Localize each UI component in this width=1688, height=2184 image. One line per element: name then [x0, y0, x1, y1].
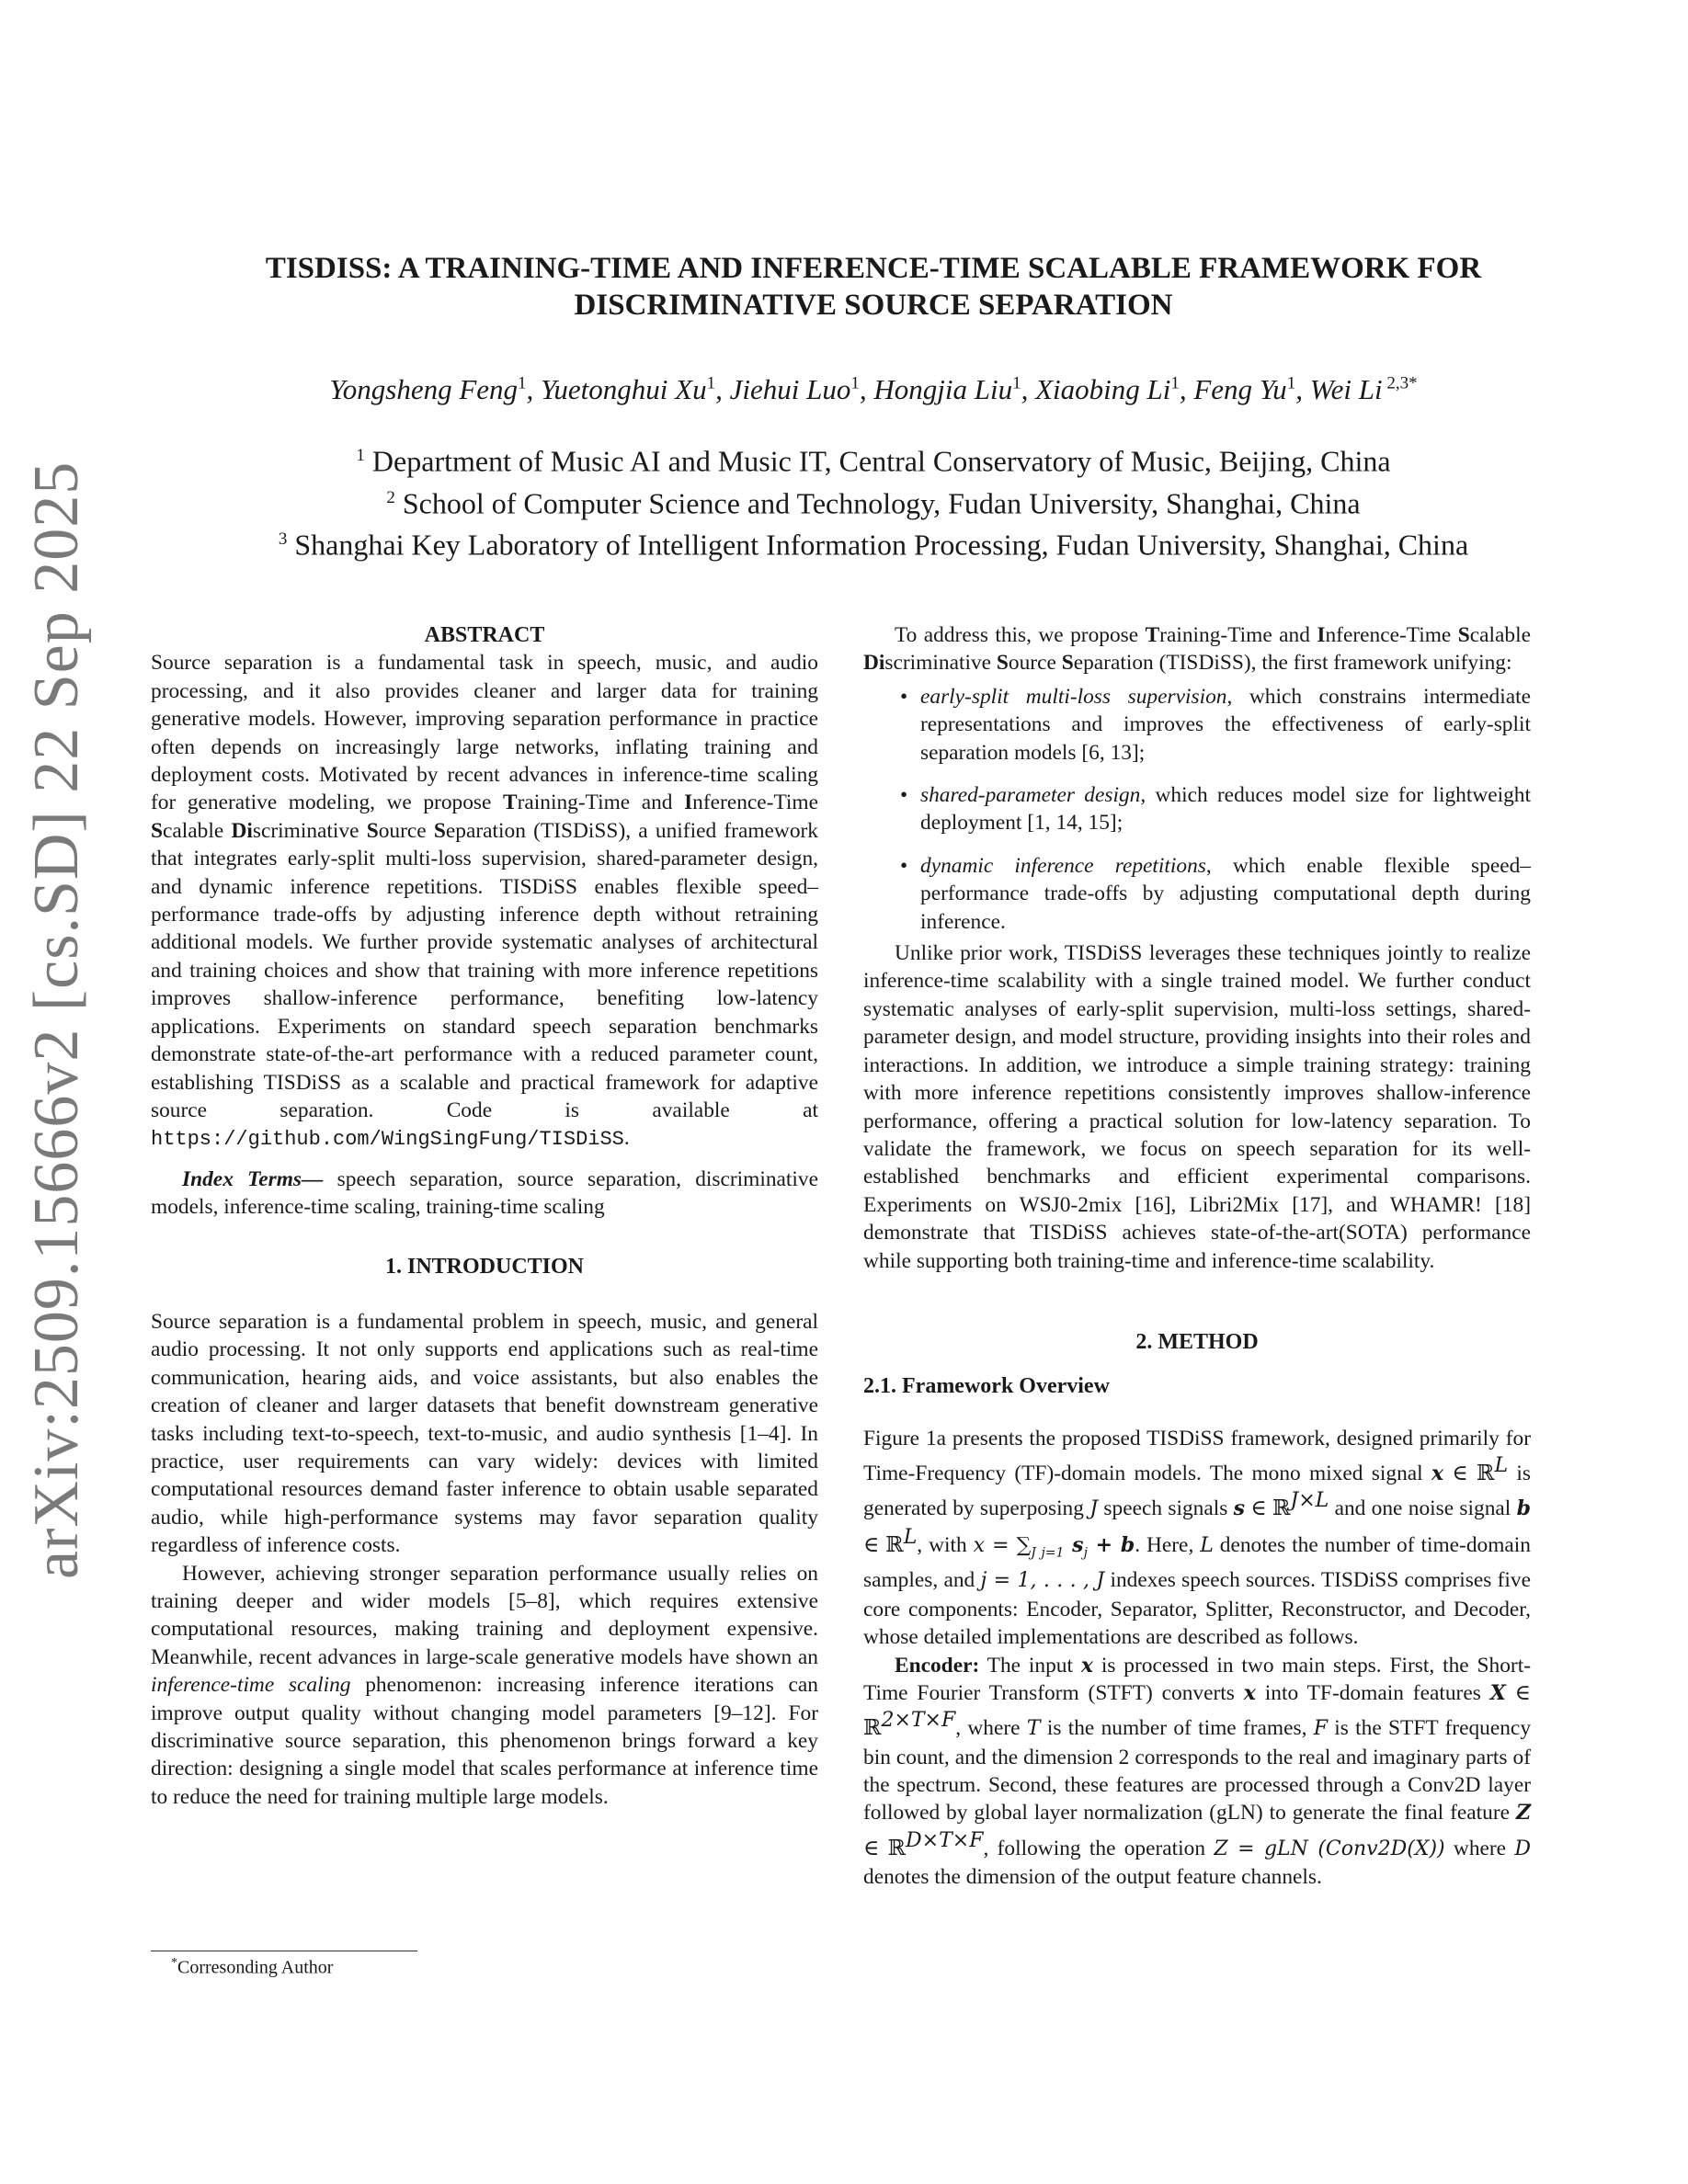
- author: Yuetonghui Xu$^1$,: [541, 373, 730, 406]
- footnote: *Corresonding Author: [171, 1956, 334, 1978]
- contribution-list: [863, 683, 1531, 936]
- intro-paragraph-1: Source separation is a fundamental problem in speech, music, and general audio processing. It not only supports end applications such as real-time communication, hearing aids, and voice assistants, but also enables the creation of cleaner and larger datasets that benefit downstream generative tasks including text-to-speech, text-to-music, and audio synthesis [1–4]. In practice, user requirements can vary widely: devices with limited computational resources demand faster inference to obtain usable separated audio, while high-performance systems may favor separation quality regardless of inference costs.: [151, 1309, 818, 1558]
- bullet-icon: •: [900, 783, 908, 808]
- author: Xiaobing Li$^1$,: [1035, 373, 1194, 406]
- abstract-heading: ABSTRACT: [424, 623, 545, 647]
- title-line-2: DISCRIMINATIVE SOURCE SEPARATION: [574, 289, 1173, 322]
- encoder-paragraph: Encoder: The input x is processed in two main steps. First, the Short-Time Fourier Transform (STFT) converts x into TF-domain features X ∈ ℝ$^{2\times T\times F}$, where T is the number of time frames, F is the STFT frequency bin count, and the dimension 2 corresponds to the real and imaginary parts of the spectrum. Second, these features are processed through a Conv2D layer followed by global layer normalization (gLN) to generate the final feature Z ∈ ℝ$^{D\times T\times F}$, following the operation Z = gLN (Conv2D(X)) where D denotes the dimension of the output feature channels.: [863, 1653, 1532, 1890]
- abstract-text: Source separation is a fundamental task in speech, music, and audio processing, and it also provides cleaner and larger data for training generative models. However, improving separation performance in practice often depends on increasingly large networks, inflating training and deployment costs. Motivated by recent advances in inference-time scaling for generative modeling, we propose Training-Time and Inference-Time Scalable Discriminative Source Separation (TISDiSS), a unified framework that integrates early-split multi-loss supervision, shared-parameter design, and dynamic inference repetitions. TISDiSS enables flexible speed–performance trade-offs by adjusting inference depth without retraining additional models. We further provide systematic analyses of architectural and training choices and show that training with more inference repetitions improves shallow-inference performance, benefiting low-latency applications. Experiments on standard speech separation benchmarks demonstrate state-of-the-art performance with a reduced parameter count, establishing TISDiSS as a scalable and practical framework for adaptive source separation. Code is available at https://github.com/WingSingFung/TISDiSS.: [151, 651, 818, 1152]
- contribution-paragraph: Unlike prior work, TISDiSS leverages these techniques jointly to realize inference-time scalability with a single trained model. We further conduct systematic analyses of early-split supervision, multi-loss settings, shared-parameter design, and model structure, providing insights into their roles and interactions. In addition, we introduce a simple training strategy: training with more inference repetitions consistently improves shallow-inference performance, offering a practical solution for low-latency separation. To validate the framework, we focus on speech separation for its well-established benchmarks and efficient experimental comparisons. Experiments on WSJ0-2mix [16], Libri2Mix [17], and WHAMR! [18] demonstrate that TISDiSS achieves state-of-the-art(SOTA) performance while supporting both training-time and inference-time scalability.: [863, 941, 1531, 1273]
- bullet-icon: •: [900, 684, 908, 709]
- affiliation: $^2$ School of Computer Science and Technology, Fudan University, Shanghai, China: [386, 486, 1361, 520]
- author: Feng Yu$^1$,: [1193, 373, 1310, 406]
- contribution-intro: To address this, we propose Training-Time and Inference-Time Scalable Discriminative Source Separation (TISDiSS), the first framework unifying:: [863, 623, 1531, 676]
- framework-paragraph: Figure 1a presents the proposed TISDiSS framework, designed primarily for Time-Frequency (TF)-domain models. The mono mixed signal x ∈ ℝ$^L$ is generated by superposing J speech signals s ∈ ℝ$^{J\times L}$ and one noise signal b ∈ ℝ$^L$, with $x = \sum_{J j=1}$ $s_j + b$. Here, L denotes the number of time-domain samples, and j = 1, . . . , J indexes speech sources. TISDiSS comprises five core components: Encoder, Separator, Splitter, Reconstructor, and Decoder, whose detailed implementations are described as follows.: [863, 1426, 1531, 1650]
- affiliations: [92, 438, 1655, 563]
- left-column: [151, 621, 818, 1811]
- author: Wei Li $^{2,3*}$: [1309, 373, 1418, 406]
- author: Hongjia Liu$^1$,: [873, 373, 1036, 406]
- paper-title: [138, 250, 1609, 324]
- bullet-icon: •: [900, 853, 908, 878]
- affiliation: $^3$ Shanghai Key Laboratory of Intelligent Information Processing, Fudan University, Shanghai, China: [278, 528, 1469, 562]
- framework-overview-heading: 2.1. Framework Overview: [863, 1374, 1110, 1399]
- author: Jiehui Luo$^1$,: [729, 373, 874, 406]
- introduction-heading: 1. INTRODUCTION: [384, 1254, 585, 1279]
- title-line-1: TISDISS: A TRAINING-TIME AND INFERENCE-TIME SCALABLE FRAMEWORK FOR: [265, 252, 1482, 285]
- list-item: • dynamic inference repetitions, which enable flexible speed–performance trade-offs by adjusting computational depth during inference.: [900, 853, 1531, 934]
- index-terms: Index Terms— speech separation, source separation, discriminative models, inference-time scaling, training-time scaling: [151, 1166, 819, 1220]
- method-heading: 2. METHOD: [1135, 1329, 1259, 1354]
- list-item: • early-split multi-loss supervision, which constrains intermediate representations and improves the effectiveness of early-split separation models [6, 13];: [900, 684, 1532, 765]
- affiliation: $^1$ Department of Music AI and Music IT, Central Conservatory of Music, Beijing, China: [356, 444, 1391, 478]
- right-column: [863, 621, 1531, 1892]
- author: Yongsheng Feng$^1$,: [329, 373, 542, 406]
- arxiv-identifier-stamp: arXiv:2509.15666v2 [cs.SD] 22 Sep 2025: [21, 461, 92, 1579]
- code-url-link[interactable]: https://github.com/WingSingFung/TISDiSS: [151, 1128, 624, 1152]
- intro-paragraph-2: However, achieving stronger separation performance usually relies on training deeper and wider models [5–8], which requires extensive computational resources, making training and deployment expensive. Meanwhile, recent advances in large-scale generative models have shown an inference-time scaling phenomenon: increasing inference iterations can improve output quality without changing model parameters [9–12]. For discriminative source separation, this phenomenon brings forward a key direction: designing a single model that scales performance at inference time to reduce the need for training multiple large models.: [151, 1561, 818, 1809]
- list-item: • shared-parameter design, which reduces model size for lightweight deployment [1, 14, 15];: [900, 783, 1531, 836]
- author-list: [138, 366, 1609, 408]
